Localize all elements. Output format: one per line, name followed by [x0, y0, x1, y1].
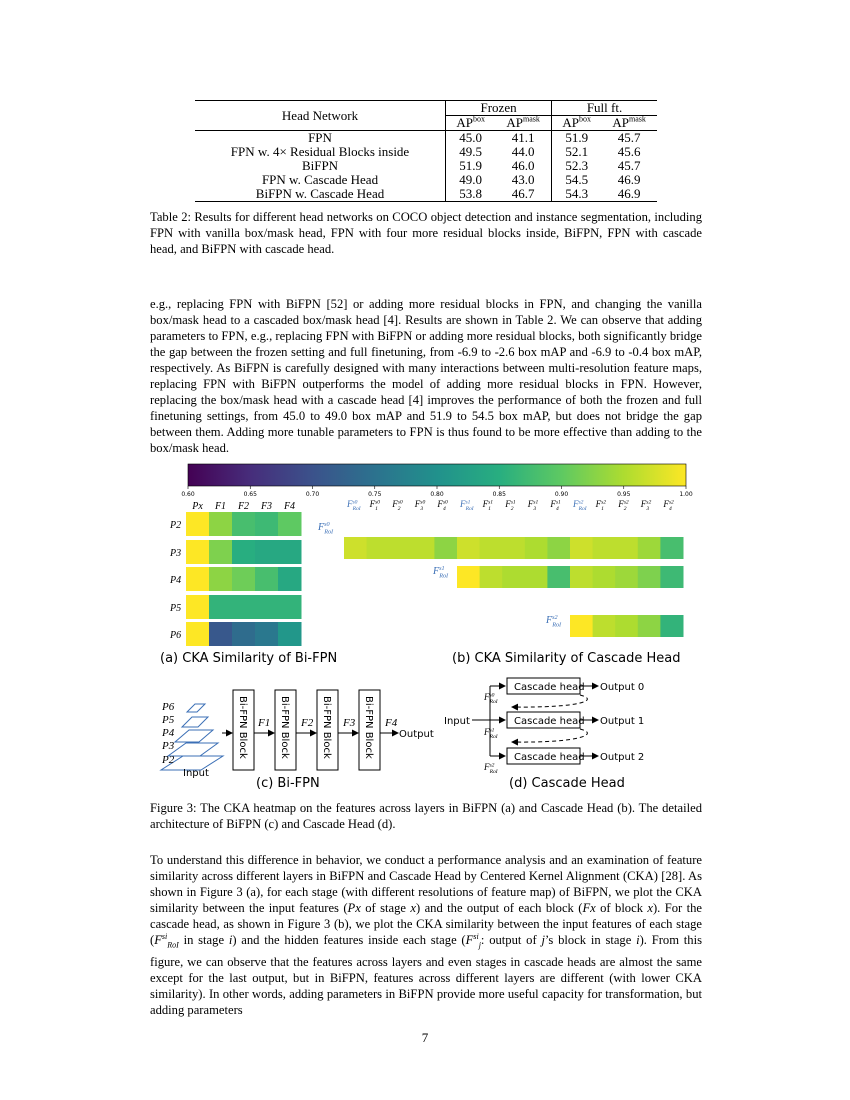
heatmap-b-cell [660, 537, 683, 559]
table-row: FPN w. 4× Residual Blocks inside 49.5 44.0 52.1 45.6 [230, 144, 641, 159]
input-label: Input [444, 716, 470, 727]
heatmap-b-col-label: $F^{s1}$ 2 [505, 499, 516, 513]
table-full-head: Full ft. [552, 101, 657, 116]
output-label: Output 0 [600, 682, 645, 693]
cascade-feature-text: $F^{s1}$ RoI [484, 727, 498, 741]
heatmap-b-col-label: $F^{s2}$ 3 [640, 499, 652, 513]
heatmap-b-col-label: $F^{s0}$ 2 [392, 499, 403, 513]
heatmap-b-cell [457, 537, 480, 559]
heatmap-a-cell [255, 512, 279, 536]
heatmap-a-cell [186, 567, 210, 591]
colorbar-tick-label: 1.00 [679, 491, 693, 498]
heatmap-a-cell [232, 567, 256, 591]
heatmap-a-cell [278, 567, 302, 591]
heatmap-b-cell [502, 566, 525, 588]
cascade-diagram [444, 678, 644, 775]
output-label: Output [399, 729, 434, 740]
heatmap-a-cell [255, 595, 279, 619]
feature-label: F1 [258, 717, 271, 729]
heatmap-b-col-label: $F^{s2}$ RoI [573, 499, 587, 513]
heatmap-b-cell [480, 537, 503, 559]
heatmap-b-cell [344, 537, 367, 559]
heatmap-a-cell [278, 622, 302, 646]
heatmap-b-cell [638, 537, 661, 559]
heatmap-b-row-label: $F^{s0}$ RoI [318, 521, 334, 536]
heatmap-a-cell [255, 622, 279, 646]
table-subhead: $AP^{box}$ [552, 116, 602, 131]
heatmap-b-col-label: $F^{s0}$ 1 [369, 499, 381, 513]
heatmap-b-cell [434, 537, 457, 559]
heatmap-a-cell [232, 540, 256, 564]
heatmap-a-row-label: P2 [170, 520, 182, 531]
heatmap-a-row-label: P4 [170, 575, 182, 586]
colorbar-ticks [181, 486, 693, 498]
heatmap-a-col-label: F1 [214, 501, 227, 512]
svg-text:Bi-FPN Block: Bi-FPN Block [237, 696, 248, 759]
svg-text:Cascade head: Cascade head [514, 752, 585, 763]
heatmap-b-col-label: $F^{s1}$ 1 [482, 499, 494, 513]
cascade-feature-text: $F^{s0}$ RoI [484, 692, 498, 706]
heatmap-a [169, 501, 302, 646]
heatmap-a-col-label: Px [192, 501, 203, 512]
heatmap-b-cell [412, 537, 435, 559]
heatmap-b-cell [615, 615, 638, 637]
heatmap-b-cell [593, 566, 616, 588]
heatmap-b-col-label: $F^{s1}$ RoI [460, 499, 474, 513]
caption-c: (c) Bi-FPN [256, 776, 320, 791]
heatmap-a-row-label: P6 [170, 630, 182, 641]
heatmap-a-cell [278, 540, 302, 564]
heatmap-b-col-label: $F^{s1}$ 3 [527, 499, 539, 513]
heatmap-a-cell [209, 622, 233, 646]
feature-label: F2 [301, 717, 314, 729]
heatmap-b-cell [502, 537, 525, 559]
level-label: P5 [162, 714, 175, 726]
heatmap-b-cell [389, 537, 412, 559]
svg-text:Bi-FPN Block: Bi-FPN Block [321, 696, 332, 759]
level-label: P3 [162, 740, 175, 752]
level-label: P4 [162, 727, 175, 739]
svg-text:Cascade head: Cascade head [514, 716, 585, 727]
heatmap-b [317, 499, 684, 637]
level-label: P6 [162, 701, 175, 713]
heatmap-b-col-label: $F^{s0}$ 4 [437, 499, 448, 513]
cascade-feature-label [483, 762, 499, 775]
table-subhead: $AP^{box}$ [446, 116, 496, 131]
heatmap-a-cell [255, 540, 279, 564]
heatmap-a-cell [209, 595, 233, 619]
table-col-head: Head Network [195, 101, 446, 131]
heatmap-b-cell [457, 566, 480, 588]
heatmap-b-cell [525, 537, 548, 559]
heatmap-a-cell [278, 512, 302, 536]
caption-a: (a) CKA Similarity of Bi-FPN [160, 651, 338, 666]
caption-d: (d) Cascade Head [509, 776, 625, 791]
bifpn-diagram [161, 690, 434, 779]
heatmap-a-col-label: F3 [260, 501, 273, 512]
table-caption: Table 2: Results for different head networks on COCO object detection and instance segmentation, including FPN with vanilla box/mask head, FPN with four more residual blocks inside, BiFPN, FPN with cascade head, and BiFPN with cascade head. [150, 210, 702, 256]
heatmap-a-cell [186, 595, 210, 619]
colorbar-tick-label: 0.70 [305, 491, 320, 498]
heatmap-b-cell [615, 537, 638, 559]
colorbar-tick-label: 0.60 [181, 491, 195, 498]
table-row: BiFPN w. Cascade Head 53.8 46.7 54.3 46.9 [195, 187, 657, 202]
heatmap-b-cell [547, 537, 570, 559]
heatmap-a-cell [278, 595, 302, 619]
cascade-feature-text: $F^{s2}$ RoI [484, 762, 498, 776]
heatmap-a-cell [232, 622, 256, 646]
svg-text:Bi-FPN Block: Bi-FPN Block [279, 696, 290, 759]
heatmap-a-cell [186, 540, 210, 564]
heatmap-a-cell [209, 567, 233, 591]
svg-text:Bi-FPN Block: Bi-FPN Block [363, 696, 374, 759]
output-label: Output 1 [600, 716, 645, 727]
heatmap-b-cell [480, 566, 503, 588]
heatmap-b-row-label: $F^{s1}$ RoI [433, 565, 449, 580]
caption-b: (b) CKA Similarity of Cascade Head [452, 651, 681, 666]
heatmap-b-cell [660, 615, 683, 637]
heatmap-b-cell [525, 566, 548, 588]
colorbar-tick-label: 0.85 [492, 491, 506, 498]
colorbar-tick-label: 0.75 [368, 491, 382, 498]
table-row: FPN 45.0 41.1 51.9 45.7 [195, 131, 657, 146]
heatmap-b-cell [367, 537, 390, 559]
paragraph-2: To understand this difference in behavior, we conduct a performance analysis and an examination of feature similarity across different layers in BiFPN and Cascade Head by Centered Kernel Alignment (CKA) [28]. As shown in Figure 3 (a), for each stage (with different resolutions of feature map) of BiFPN, we plot the CKA similarity between the input features (Px of stage x) and the output of each block (Fx of block x). For the cascade head, as shown in Figure 3 (b), we plot the CKA similarity between the input features of each stage ($F^{si}_{RoI}$ in stage i) and the hidden features inside each stage ($F^{si}_j$: output of j’s block in stage i). From this figure, we can observe that the features across layers and even stages in cascade heads are almost the same except for the last output, but in BiFPN, features across different layers are different (with lower CKA similarity). In other words, adding parameters in BiFPN provide more useful capacity for transformation, but adding parameters [150, 853, 702, 1017]
heatmap-a-cell [232, 512, 256, 536]
heatmap-b-col-label: $F^{s2}$ 1 [595, 499, 607, 513]
heatmap-b-cell [615, 566, 638, 588]
heatmap-a-cell [186, 512, 210, 536]
input-label: Input [183, 768, 209, 779]
cascade-feature-label [483, 692, 499, 705]
heatmap-b-col-label: $F^{s2}$ 2 [618, 499, 629, 513]
heatmap-a-cell [209, 512, 233, 536]
colorbar-tick-label: 0.80 [430, 491, 444, 498]
page-number: 7 [421, 1030, 429, 1045]
heatmap-b-col-label: $F^{s2}$ 4 [663, 499, 674, 513]
heatmap-a-cell [186, 622, 210, 646]
colorbar [188, 464, 686, 486]
heatmap-b-cell [570, 566, 593, 588]
heatmap-b-cell [638, 615, 661, 637]
heatmap-b-cell [570, 615, 593, 637]
heatmap-a-col-label: F4 [283, 501, 296, 512]
heatmap-b-cell [570, 537, 593, 559]
heatmap-a-col-label: F2 [237, 501, 250, 512]
heatmap-b-cell [593, 615, 616, 637]
figure-caption: Figure 3: The CKA heatmap on the features across layers in BiFPN (a) and Cascade Head (b). The detailed architecture of BiFPN (c) and Cascade Head (d). [150, 801, 702, 831]
level-label: P2 [162, 754, 175, 766]
heatmap-a-cell [232, 595, 256, 619]
table-row: BiFPN 51.9 46.0 52.3 45.7 [301, 158, 641, 173]
colorbar-tick-label: 0.95 [617, 491, 631, 498]
heatmap-a-row-label: P5 [170, 603, 182, 614]
colorbar-tick-label: 0.65 [243, 491, 257, 498]
heatmap-a-row-label: P3 [170, 548, 182, 559]
heatmap-b-col-label: $F^{s0}$ RoI [347, 499, 361, 513]
heatmap-b-col-label: $F^{s1}$ 4 [550, 499, 561, 513]
output-label: Output 2 [600, 752, 645, 763]
colorbar-tick-label: 0.90 [554, 491, 569, 498]
paragraph-1: e.g., replacing FPN with BiFPN [52] or adding more residual blocks in FPN, and changing the vanilla box/mask head to a cascaded box/mask head [4]. Results are shown in Table 2. We can observe that adding parameters to FPN, e.g., replacing FPN with BiFPN or adding more residual blocks, both significantly bridge the gap between the frozen setting and full finetuning, from -6.9 to -2.6 box mAP and -6.9 to -0.4 box mAP, respectively. As BiFPN is carefully designed with many interactions between multi-resolution feature maps, replacing FPN with BiFPN outperforms the model of adding more residual blocks in FPN. However, replacing the box/mask head with a cascade head [4] improves the performance of both the frozen and full finetuning settings, from 45.0 to 49.0 box mAP and 51.9 to 54.5 box mAP, but does not bridge the gap between them. Adding more tunable parameters to FPN is thus found to be more effective than adding to the box/mask head. [150, 297, 702, 455]
table-frozen-head: Frozen [446, 101, 552, 116]
feature-label: F3 [343, 717, 356, 729]
table-subhead: $AP^{mask}$ [612, 114, 646, 130]
cascade-feature-label [483, 727, 499, 740]
heatmap-b-cell [593, 537, 616, 559]
heatmap-a-cell [255, 567, 279, 591]
heatmap-b-cell [638, 566, 661, 588]
feature-label: F4 [385, 717, 398, 729]
heatmap-b-col-label: $F^{s0}$ 3 [414, 499, 426, 513]
heatmap-b-cell [547, 566, 570, 588]
table-subhead: $AP^{mask}$ [506, 114, 540, 130]
heatmap-a-cell [209, 540, 233, 564]
heatmap-b-cell [660, 566, 683, 588]
heatmap-b-row-label: $F^{s2}$ RoI [546, 614, 562, 629]
svg-text:Cascade head: Cascade head [514, 682, 585, 693]
table-row: FPN w. Cascade Head 49.0 43.0 54.5 46.9 [261, 172, 641, 187]
